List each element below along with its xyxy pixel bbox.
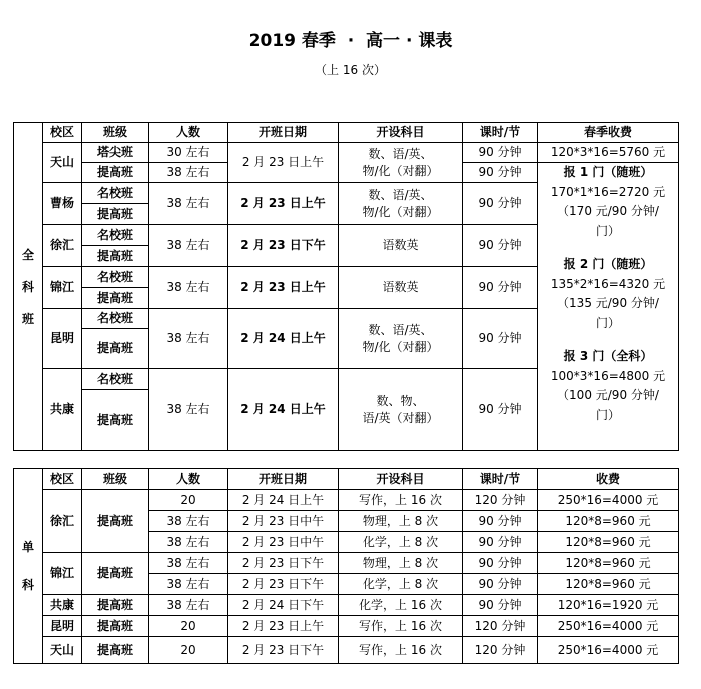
start-cell: 2 月 23 日下午: [228, 574, 339, 595]
class-cell: 名校班: [82, 267, 149, 288]
header-row: [14, 469, 679, 490]
subjects-cell: 数、语/英、 物/化（对翻）: [339, 183, 463, 225]
campus-cell: 昆明: [43, 616, 82, 637]
hours-cell: 120 分钟: [463, 616, 538, 637]
table-row: [14, 595, 679, 616]
page-title: 2019 春季 · 高一 · 课表: [248, 31, 453, 51]
subject-cell: 写作，上 16 次: [339, 637, 463, 664]
campus-cell: 锦江: [43, 553, 82, 595]
campus-cell: 徐汇: [43, 490, 82, 553]
subject-cell: 写作，上 16 次: [339, 616, 463, 637]
campus-cell: 昆明: [43, 309, 82, 369]
header-hours: 课时/节: [463, 469, 538, 490]
subject-cell: 写作，上 16 次: [339, 490, 463, 511]
fee-cell: 250*16=4000 元: [538, 490, 679, 511]
fee-options-cell: 报 1 门（随班） 170*1*16=2720 元 （170 元/90 分钟/ 门） 报 2 门（随班） 135*2*16=4320 元 （135 元/90 分钟/ 门） 报 3 门（全科） 100*3*16=4800 元 （100 元/90 分钟/ 门）: [538, 163, 679, 451]
people-cell: 38 左右: [149, 532, 228, 553]
fee-cell: 120*8=960 元: [538, 574, 679, 595]
start-cell: 2 月 23 日下午: [228, 637, 339, 664]
class-cell: 名校班: [82, 225, 149, 246]
class-cell: 提高班: [82, 637, 149, 664]
fee-cell: 120*16=1920 元: [538, 595, 679, 616]
class-cell: 提高班: [82, 595, 149, 616]
class-cell: 提高班: [82, 288, 149, 309]
people-cell: 20: [149, 637, 228, 664]
start-cell: 2 月 23 日上午: [228, 267, 339, 309]
header-campus: 校区: [43, 123, 82, 143]
people-cell: 38 左右: [149, 183, 228, 225]
hours-cell: 90 分钟: [463, 309, 538, 369]
subject-cell: 化学，上 8 次: [339, 574, 463, 595]
class-cell: 提高班: [82, 553, 149, 595]
table-row: [14, 553, 679, 574]
subject-cell: 物理，上 8 次: [339, 553, 463, 574]
people-cell: 38 左右: [149, 309, 228, 369]
fee-cell: 250*16=4000 元: [538, 616, 679, 637]
start-cell: 2 月 24 日下午: [228, 595, 339, 616]
campus-cell: 天山: [43, 637, 82, 664]
people-cell: 38 左右: [149, 267, 228, 309]
start-cell: 2 月 24 日上午: [228, 309, 339, 369]
class-cell: 提高班: [82, 246, 149, 267]
subject-cell: 化学，上 16 次: [339, 595, 463, 616]
header-fee: 春季收费: [538, 123, 679, 143]
page-subtitle: （上 16 次）: [315, 63, 386, 77]
class-cell: 提高班: [82, 163, 149, 183]
table-row: [14, 637, 679, 664]
start-cell: 2 月 23 日中午: [228, 532, 339, 553]
class-cell: 提高班: [82, 490, 149, 553]
header-start: 开班日期: [228, 123, 339, 143]
hours-cell: 90 分钟: [463, 532, 538, 553]
section-label-full: 全 科 班: [14, 123, 43, 451]
header-fee: 收费: [538, 469, 679, 490]
table-row: [14, 616, 679, 637]
subjects-cell: 语数英: [339, 267, 463, 309]
header-subjects: 开设科目: [339, 123, 463, 143]
start-cell: 2 月 23 日中午: [228, 511, 339, 532]
people-cell: 20: [149, 616, 228, 637]
people-cell: 38 左右: [149, 369, 228, 451]
people-cell: 38 左右: [149, 225, 228, 267]
campus-cell: 锦江: [43, 267, 82, 309]
campus-cell: 共康: [43, 369, 82, 451]
people-cell: 38 左右: [149, 574, 228, 595]
start-cell: 2 月 24 日上午: [228, 369, 339, 451]
class-cell: 名校班: [82, 183, 149, 204]
campus-cell: 徐汇: [43, 225, 82, 267]
subject-cell: 物理，上 8 次: [339, 511, 463, 532]
campus-cell: 共康: [43, 595, 82, 616]
hours-cell: 90 分钟: [463, 183, 538, 225]
campus-cell: 曹杨: [43, 183, 82, 225]
people-cell: 38 左右: [149, 511, 228, 532]
start-cell: 2 月 23 日下午: [228, 225, 339, 267]
single-subject-table: [13, 468, 679, 664]
hours-cell: 120 分钟: [463, 490, 538, 511]
people-cell: 20: [149, 490, 228, 511]
class-cell: 名校班: [82, 369, 149, 390]
start-cell: 2 月 23 日上午: [228, 143, 339, 183]
fee-cell: 250*16=4000 元: [538, 637, 679, 664]
section-label-single: 单 科: [14, 469, 43, 664]
people-cell: 38 左右: [149, 553, 228, 574]
people-cell: 38 左右: [149, 163, 228, 183]
hours-cell: 90 分钟: [463, 574, 538, 595]
start-cell: 2 月 24 日上午: [228, 490, 339, 511]
hours-cell: 90 分钟: [463, 369, 538, 451]
header-row: [14, 123, 679, 143]
header-people: 人数: [149, 469, 228, 490]
subjects-cell: 语数英: [339, 225, 463, 267]
hours-cell: 90 分钟: [463, 511, 538, 532]
start-cell: 2 月 23 日上午: [228, 616, 339, 637]
fee-cell: 120*8=960 元: [538, 553, 679, 574]
header-hours: 课时/节: [463, 123, 538, 143]
fee-top-cell: 120*3*16=5760 元: [538, 143, 679, 163]
start-cell: 2 月 23 日下午: [228, 553, 339, 574]
hours-cell: 90 分钟: [463, 143, 538, 163]
class-cell: 名校班: [82, 309, 149, 329]
subject-cell: 化学，上 8 次: [339, 532, 463, 553]
fee-cell: 120*8=960 元: [538, 532, 679, 553]
fee-cell: 120*8=960 元: [538, 511, 679, 532]
hours-cell: 90 分钟: [463, 553, 538, 574]
subjects-cell: 数、语/英、 物/化（对翻）: [339, 309, 463, 369]
people-cell: 30 左右: [149, 143, 228, 163]
header-people: 人数: [149, 123, 228, 143]
class-cell: 提高班: [82, 204, 149, 225]
campus-cell: 天山: [43, 143, 82, 183]
hours-cell: 90 分钟: [463, 163, 538, 183]
full-subject-table: [13, 122, 679, 451]
header-class: 班级: [82, 469, 149, 490]
class-cell: 提高班: [82, 390, 149, 451]
start-cell: 2 月 23 日上午: [228, 183, 339, 225]
hours-cell: 120 分钟: [463, 637, 538, 664]
class-cell: 塔尖班: [82, 143, 149, 163]
hours-cell: 90 分钟: [463, 225, 538, 267]
class-cell: 提高班: [82, 616, 149, 637]
hours-cell: 90 分钟: [463, 595, 538, 616]
header-campus: 校区: [43, 469, 82, 490]
hours-cell: 90 分钟: [463, 267, 538, 309]
subjects-cell: 数、语/英、 物/化（对翻）: [339, 143, 463, 183]
class-cell: 提高班: [82, 329, 149, 369]
header-class: 班级: [82, 123, 149, 143]
header-subjects: 开设科目: [339, 469, 463, 490]
table-row: [14, 143, 679, 163]
people-cell: 38 左右: [149, 595, 228, 616]
header-start: 开班日期: [228, 469, 339, 490]
table-row: [14, 490, 679, 511]
subjects-cell: 数、物、 语/英（对翻）: [339, 369, 463, 451]
